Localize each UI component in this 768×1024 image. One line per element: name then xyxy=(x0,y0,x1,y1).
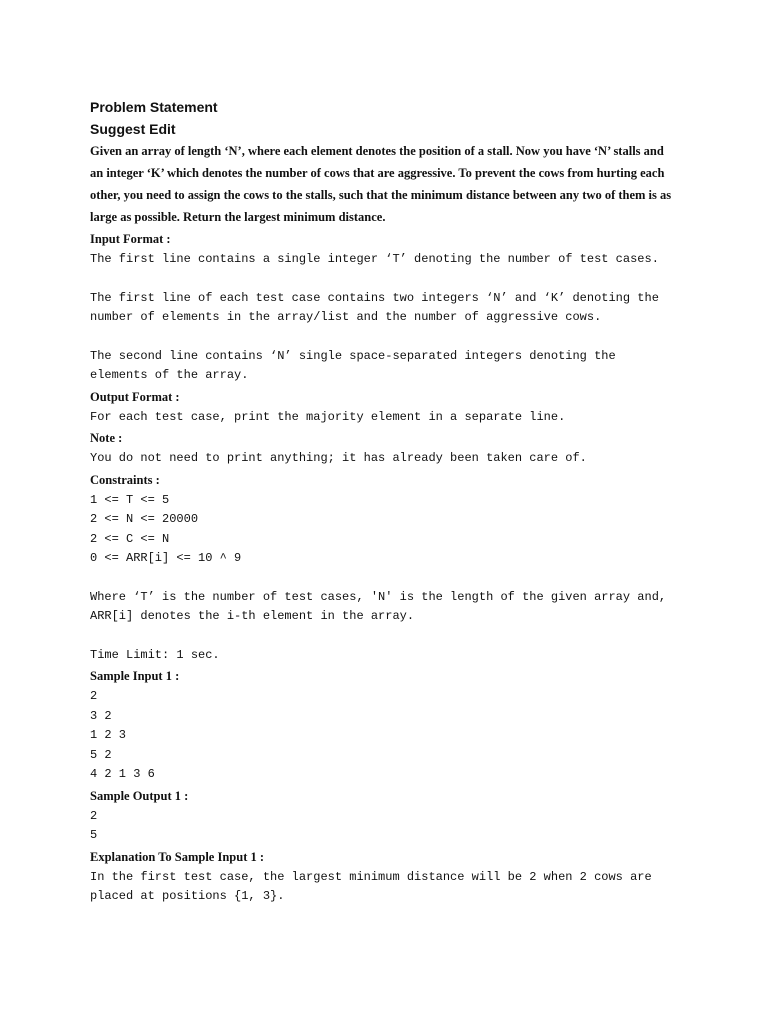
constraint-line: 1 <= T <= 5 xyxy=(90,492,170,507)
sample-input-label: Sample Input 1 : xyxy=(90,669,180,683)
input-format-label: Input Format : xyxy=(90,232,171,246)
suggest-edit-link[interactable]: Suggest Edit xyxy=(90,121,176,137)
explanation-label: Explanation To Sample Input 1 : xyxy=(90,849,265,864)
input-format-paragraph-1: The first line contains a single integer ‘T’ denoting the number of test cases. xyxy=(90,252,659,266)
sample-output-label: Sample Output 1 : xyxy=(90,788,189,803)
note-text: You do not need to print anything; it has already been taken care of. xyxy=(90,451,587,465)
problem-document xyxy=(90,96,690,907)
input-format-paragraph-2: The first line of each test case contains two integers ‘N’ and ‘K’ denoting the number of elements in the array/list and the number of aggressive cows. xyxy=(90,290,667,324)
constraint-line: 2 <= C <= N xyxy=(90,531,170,546)
sample-input-line: 3 2 xyxy=(90,708,112,723)
time-limit-text: Time Limit: 1 sec. xyxy=(90,647,220,662)
constraint-line: 0 <= ARR[i] <= 10 ^ 9 xyxy=(90,551,242,565)
output-format-label: Output Format : xyxy=(90,389,180,404)
constraint-line: 2 <= N <= 20000 xyxy=(90,512,199,526)
constraints-where-text: Where ‘T’ is the number of test cases, 'N' is the length of the given array and, ARR[i] denotes the i-th element in the array. xyxy=(90,589,674,623)
sample-output-line: 2 xyxy=(90,808,98,823)
note-label: Note : xyxy=(90,431,123,445)
sample-output-line: 5 xyxy=(90,828,98,842)
constraints-label: Constraints : xyxy=(90,472,160,487)
page-title: Problem Statement xyxy=(90,99,218,115)
output-format-text: For each test case, print the majority element in a separate line. xyxy=(90,409,566,424)
input-format-paragraph-3: The second line contains ‘N’ single space-separated integers denoting the elements of the array. xyxy=(90,348,623,382)
explanation-text: In the first test case, the largest minimum distance will be 2 when 2 cows are placed at positions {1, 3}. xyxy=(90,869,659,903)
sample-input-line: 2 xyxy=(90,689,98,703)
sample-input-line: 5 2 xyxy=(90,747,112,762)
sample-input-line: 4 2 1 3 6 xyxy=(90,767,155,781)
sample-input-line: 1 2 3 xyxy=(90,728,127,742)
problem-description: Given an array of length ‘N’, where each element denotes the position of a stall. Now you have ‘N’ stalls and an integer ‘K’ which denotes the number of cows that are aggressive. To prevent the cows from hurting each other, you need to assign the cows to the stalls, such that the minimum distance between any two of them is as large as possible. Return the largest minimum distance. xyxy=(90,144,672,224)
